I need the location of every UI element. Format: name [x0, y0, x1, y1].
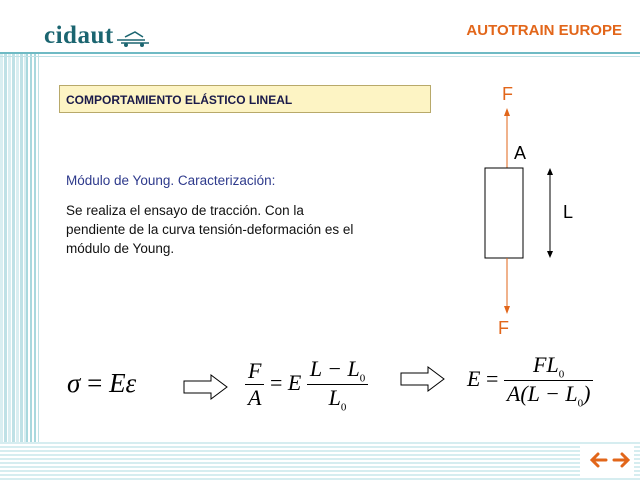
subtitle: Módulo de Young. Caracterización: — [66, 173, 276, 188]
implies-arrow-icon — [183, 373, 229, 401]
implies-arrow-icon — [400, 365, 446, 393]
cidaut-logo: cidaut — [44, 22, 114, 49]
footer-decoration — [0, 442, 640, 480]
header — [0, 0, 640, 52]
header-divider — [0, 52, 640, 54]
force-label-bottom: F — [498, 318, 509, 338]
hooke-law-formula: σ = Eε — [67, 368, 137, 398]
brand-title: AUTOTRAIN EUROPE — [466, 22, 622, 39]
stress-strain-formula: $\frac{F}{A}$ = E $\frac{L - L_0}{L_0}$ — [245, 356, 368, 414]
tension-specimen-diagram — [470, 80, 600, 340]
description-paragraph: Se realiza el ensayo de tracción. Con la pendiente de la curva tensión-deformación es el módulo de Young. — [66, 203, 354, 256]
section-title-box — [59, 85, 431, 113]
young-modulus-formula: E = $\frac{FL_0}{A(L - L_0)}$ — [467, 352, 593, 410]
arrow-left-icon[interactable] — [588, 449, 610, 471]
length-label: L — [563, 202, 574, 222]
car-logo-icon — [115, 28, 151, 48]
area-label: A — [514, 143, 527, 163]
arrow-right-icon[interactable] — [610, 449, 632, 471]
force-label-top: F — [502, 84, 513, 104]
section-title: COMPORTAMIENTO ELÁSTICO LINEAL — [66, 93, 293, 107]
left-decoration-stripes-dark — [26, 0, 38, 480]
header-divider-thin — [0, 56, 640, 57]
